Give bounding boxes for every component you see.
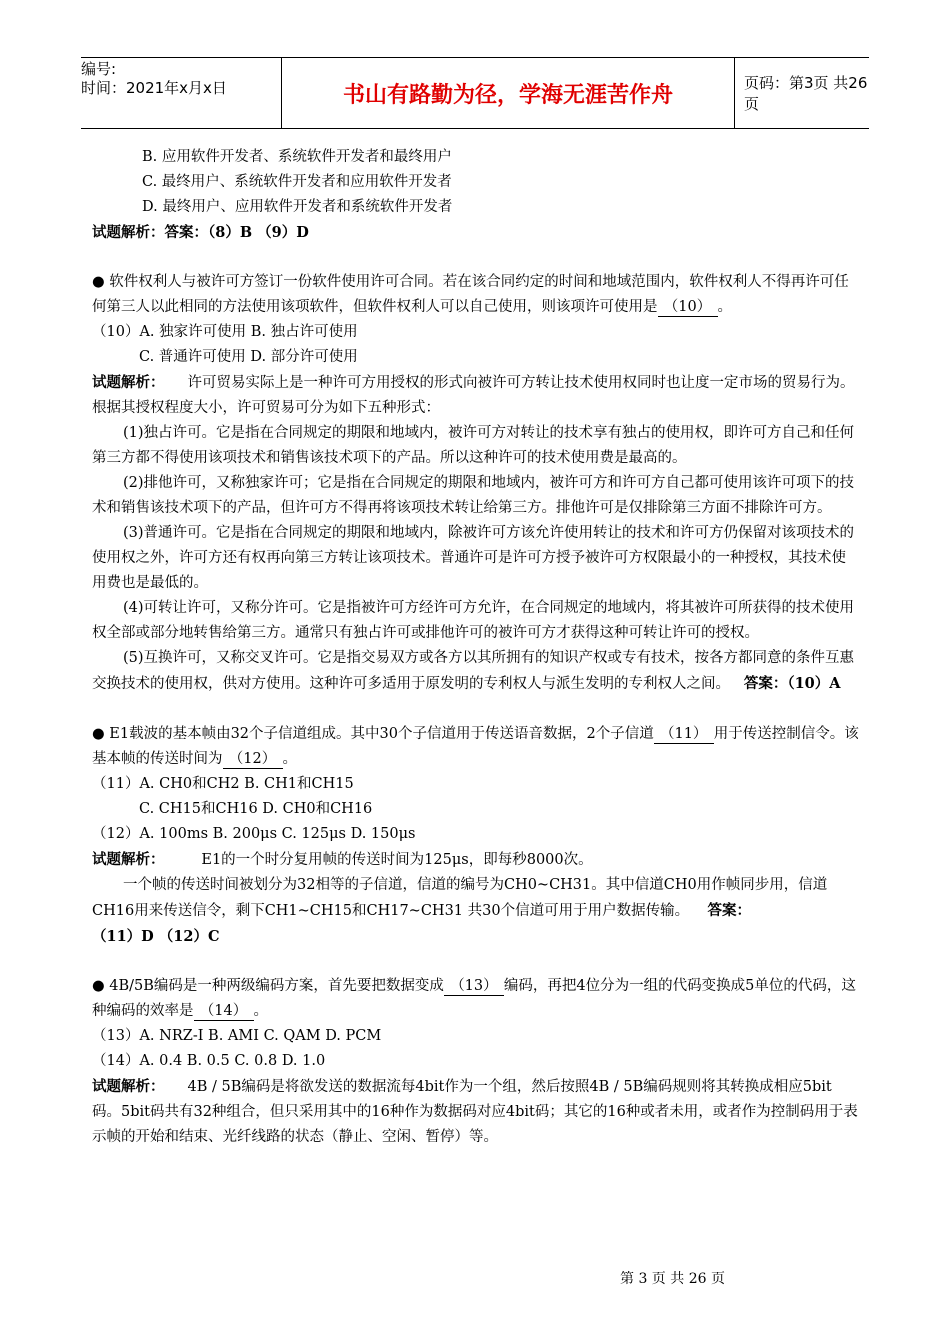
page-header: [81, 57, 869, 129]
answer-10: 答案：（10）A: [743, 675, 841, 692]
option-line: C. 普通许可使用 D. 部分许可使用: [139, 349, 358, 365]
blank-11: （11）: [654, 725, 714, 744]
blank-12: （12）: [223, 750, 283, 769]
blank-10: （10）: [658, 298, 718, 317]
question-13: ● 4B/5B编码是一种两级编码方案，首先要把数据变成 （13） 编码，再把4位分为一组的代码变换成5单位的代码，这种编码的效率是 （14） 。: [92, 978, 856, 1019]
page-footer: 第 3 页 共 26 页: [620, 1271, 725, 1287]
option-line: B. 应用软件开发者、系统软件开发者和最终用户: [142, 149, 452, 165]
header-page-info: 页码：第3页 共26页: [744, 74, 868, 113]
analysis-11: 试题解析： E1的一个时分复用帧的传送时间为125μs，即每秒8000次。: [92, 851, 593, 868]
header-meta: [81, 58, 281, 130]
paragraph: (1)独占许可。它是指在合同规定的期限和地域内，被许可方对转让的技术享有独占的使用权，即许可方自己和任何第三方都不得使用该项技术和销售该技术项下的产品。所以这种许可的技术使用费是最高的。: [92, 425, 855, 466]
time-label: 时间：2021年x月x日: [81, 79, 227, 97]
header-motto: 书山有路勤为径，学海无涯苦作舟: [281, 58, 735, 128]
document-body: [92, 145, 860, 1150]
option-line: （13）A. NRZ-I B. AMI C. QAM D. PCM: [92, 1028, 382, 1044]
option-line: （10）A. 独家许可使用 B. 独占许可使用: [92, 324, 358, 340]
paragraph: (4)可转让许可，又称分许可。它是指被许可方经许可方允许，在合同规定的地域内，将其被许可所获得的技术使用权全部或部分地转售给第三方。通常只有独占许可或排他许可的被许可方才获得这种可转让许可的授权。: [92, 600, 855, 641]
answer-11-12: （11）D （12）C: [92, 928, 220, 945]
blank-13: （13）: [444, 977, 504, 996]
paragraph: (2)排他许可，又称独家许可；它是指在合同规定的期限和地域内，被许可方和许可方自己都可使用该许可项下的技术和销售该技术项下的产品，但许可方不得再将该项技术转让给第三方。排他许可是仅排除第三方面不排除许可方。: [92, 475, 855, 516]
option-line: C. CH15和CH16 D. CH0和CH16: [139, 801, 373, 817]
option-line: C. 最终用户、系统软件开发者和应用软件开发者: [142, 174, 452, 190]
analysis-10: 试题解析： 许可贸易实际上是一种许可方用授权的形式向被许可方转让技术使用权同时也让度一定市场的贸易行为。根据其授权程度大小，许可贸易可分为如下五种形式：: [92, 374, 855, 416]
option-line: （12）A. 100ms B. 200μs C. 125μs D. 150μs: [92, 826, 416, 842]
option-line: （14）A. 0.4 B. 0.5 C. 0.8 D. 1.0: [92, 1053, 326, 1069]
paragraph: (5)互换许可，又称交叉许可。它是指交易双方或各方以其所拥有的知识产权或专有技术，按各方都同意的条件互惠交换技术的使用权，供对方使用。这种许可多适用于原发明的专利权人与派生发明的专利权人之间。 答案：（10）A: [92, 650, 855, 692]
paragraph: (3)普通许可。它是指在合同规定的期限和地域内，除被许可方该允许使用转让的技术和许可方仍保留对该项技术的使用权之外，许可方还有权再向第三方转让该项技术。普通许可是许可方授予被许可方权限最小的一种授权，其技术使用费也是最低的。: [92, 525, 855, 591]
blank-14: （14）: [194, 1002, 254, 1021]
analysis-13: 试题解析： 4B / 5B编码是将欲发送的数据流每4bit作为一个组，然后按照4B / 5B编码规则将其转换成相应5bit码。5bit码共有32种组合，但只采用其中的16种作为数据码对应4bit码；其它的16种或者未用，或者作为控制码用于表示帧的开始和结束、光纤线路的状态（静止、空闲、暂停）等。: [92, 1078, 858, 1145]
option-line: D. 最终用户、应用软件开发者和系统软件开发者: [142, 199, 453, 215]
option-line: （11）A. CH0和CH2 B. CH1和CH15: [92, 776, 354, 792]
question-11: ● E1载波的基本帧由32个子信道组成。其中30个子信道用于传送语音数据，2个子信道 （11） 用于传送控制信令。该基本帧的传送时间为 （12） 。: [92, 726, 859, 767]
answer-line: 试题解析：答案：（8）B （9）D: [92, 224, 309, 241]
number-label: 编号:: [81, 60, 117, 78]
paragraph: 一个帧的传送时间被划分为32相等的子信道，信道的编号为CH0~CH31。其中信道CH0用作帧同步用，信道CH16用来传送信令，剩下CH1~CH15和CH17~CH31 共30个信道可用于用户数据传输。 答案：: [92, 877, 828, 919]
question-10: ● 软件权利人与被许可方签订一份软件使用许可合同。若在该合同约定的时间和地域范围内，软件权利人不得再许可任何第三人以此相同的方法使用该项软件，但软件权利人可以自己使用，则该项许可使用是 （10） 。: [92, 274, 849, 315]
